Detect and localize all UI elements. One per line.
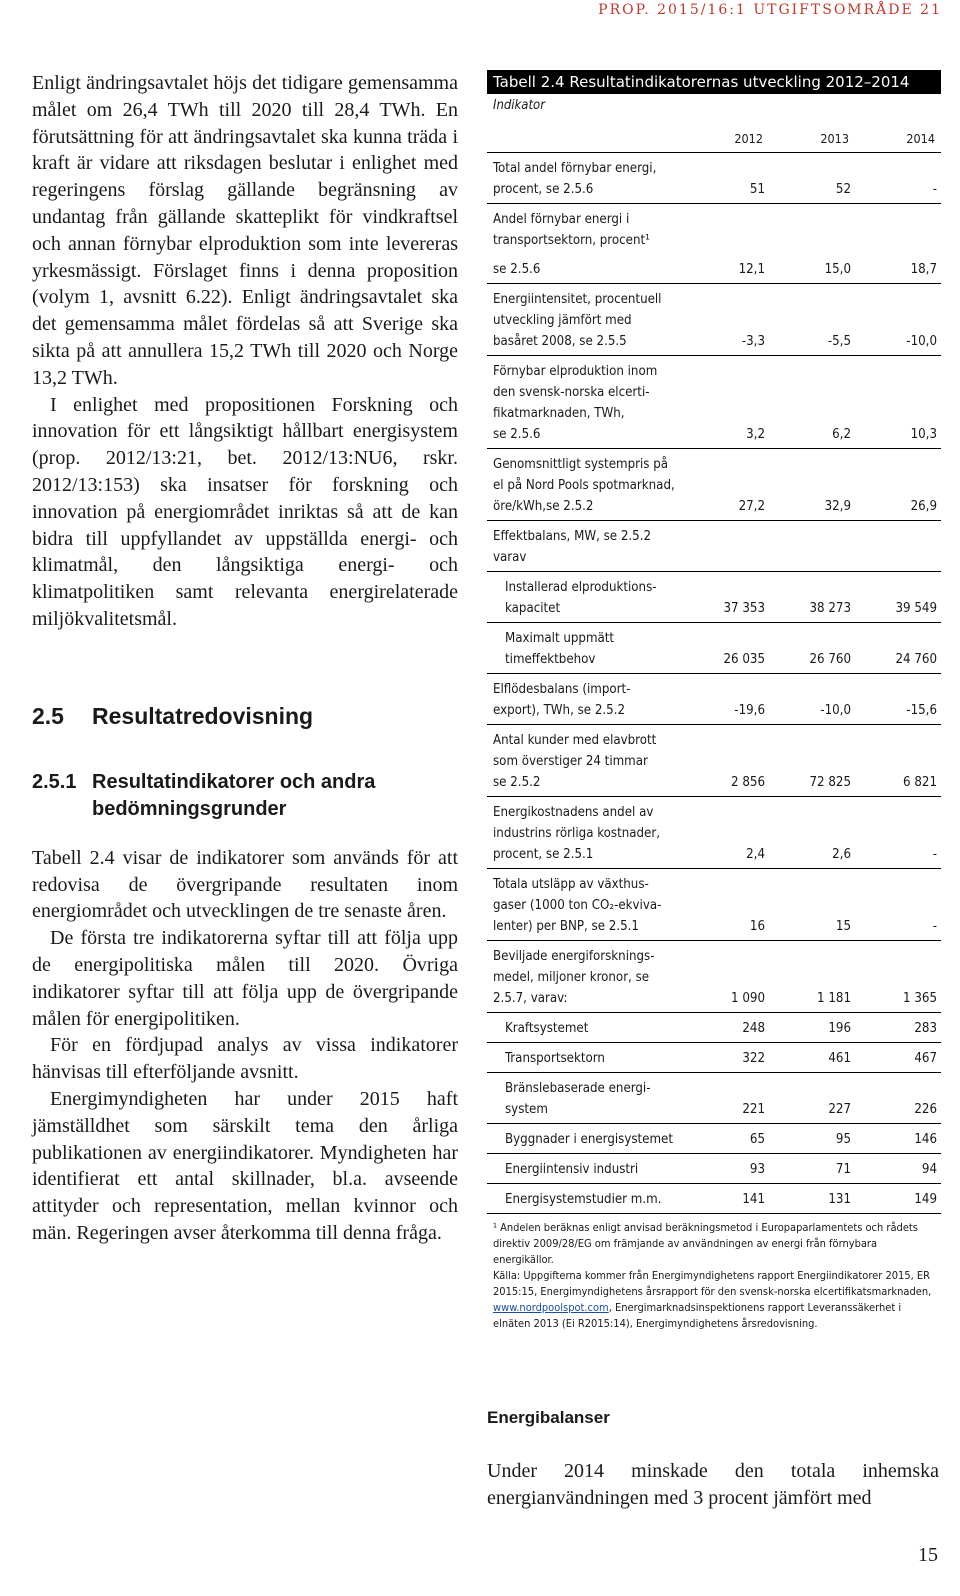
row-label: se 2.5.6 <box>493 262 541 277</box>
row-label: Antal kunder med elavbrott som överstiger 24 timmar se 2.5.2 <box>493 733 657 790</box>
paragraph-6: Energimyndigheten har under 2015 haft jämställdhet som särskilt tema den årliga publikationen av energiindikatorer. Myndigheten har identifierat ett antal skillnader, bl.a. avseende attityder och representation, mellan kvinnor och män. Regeringen avser återkomma till denna fråga. <box>32 1087 458 1244</box>
row-label: Installerad elproduktions- kapacitet <box>505 580 657 616</box>
row-value: 146 <box>914 1132 937 1147</box>
table-row <box>487 1124 941 1154</box>
row-value: 12,1 <box>738 262 765 277</box>
row-value: 3,2 <box>746 427 765 442</box>
row-value: 141 <box>742 1192 765 1207</box>
table-row <box>487 572 941 623</box>
subsection-title: Resultatindikatorer och andra bedömningsgrunder <box>92 770 376 820</box>
table-footnotes <box>487 1214 941 1332</box>
row-label: Förnybar elproduktion inom den svensk-norska elcerti- fikatmarknaden, TWh, se 2.5.6 <box>493 364 658 442</box>
row-label: Effektbalans, MW, se 2.5.2 varav <box>493 529 652 565</box>
year-header: 2014 <box>906 131 935 146</box>
indicator-table <box>487 70 941 1332</box>
row-value: -10,0 <box>906 334 937 349</box>
section-heading <box>32 701 458 731</box>
row-value: 221 <box>742 1102 765 1117</box>
row-value: 196 <box>828 1021 851 1036</box>
row-value: 227 <box>828 1102 851 1117</box>
row-value: 226 <box>914 1102 937 1117</box>
row-value: 16 <box>749 919 765 934</box>
table-row <box>487 1043 941 1073</box>
left-column <box>32 70 458 1247</box>
row-value: 283 <box>914 1021 937 1036</box>
footnote: ¹ Andelen beräknas enligt anvisad beräkningsmetod i Europaparlamentets och rådets direktiv 2009/28/EG om främjande av användningen av energi från förnybara energikällor. <box>493 1221 918 1266</box>
page-number: 15 <box>918 1544 938 1566</box>
source-note: Källa: Uppgifterna kommer från Energimyndighetens rapport Energiindikatorer 2015, ER 2015:15, Energimyndighetens årsrapport för den svensk-norska elcertifikatsmarknaden, www.nordpoolspot.com, Energimarknadsinspektionens rapport Leveranssäkerhet i elnäten 2013 (Ei R2015:14), Energimyndighetens årsredovisning. <box>493 1269 932 1330</box>
row-value: 95 <box>835 1132 851 1147</box>
year-header: 2012 <box>734 131 763 146</box>
paragraph-1: Enligt ändringsavtalet höjs det tidigare gemensamma målet om 26,4 TWh till 2020 till 28,4 TWh. En förutsättning för att ändringsavtalet ska kunna träda i kraft är vidare att riksdagen beslutar i enlighet med regeringens förslag gällande begränsning av undantag från gällande skatteplikt för vindkraftsel och annan förnybar elproduktion som inte levereras yrkesmässigt. Förslaget finns i denna proposition (volym 1, avsnitt 6.22). Enligt ändringsavtalet ska det gemensamma målet fördelas så att Sverige ska sikta på att annullera 15,2 TWh till 2020 och Norge 13,2 TWh. <box>32 72 458 389</box>
row-value: 1 181 <box>817 991 851 1006</box>
table-row <box>487 449 941 521</box>
row-value: 18,7 <box>910 262 937 277</box>
row-value: 39 549 <box>895 601 937 616</box>
source-link[interactable]: www.nordpoolspot.com <box>493 1301 609 1314</box>
row-value: 15,0 <box>824 262 851 277</box>
table-body <box>487 153 941 1214</box>
table-row <box>487 521 941 572</box>
row-value: 149 <box>914 1192 937 1207</box>
row-value: 51 <box>749 182 765 197</box>
table-row <box>487 356 941 449</box>
row-value: 2 856 <box>731 775 765 790</box>
row-value: 10,3 <box>910 427 937 442</box>
row-label: Kraftsystemet <box>505 1021 589 1036</box>
row-value: 52 <box>835 182 851 197</box>
row-value: 2,4 <box>746 847 765 862</box>
table-row <box>487 254 941 284</box>
row-label: Byggnader i energisystemet <box>505 1132 673 1147</box>
row-label: Energiintensiv industri <box>505 1162 639 1177</box>
year-header: 2013 <box>820 131 849 146</box>
row-value: 6,2 <box>832 427 851 442</box>
table-header-years <box>487 113 941 153</box>
row-value: 467 <box>914 1051 937 1066</box>
row-value: -3,3 <box>741 334 765 349</box>
row-value: - <box>932 847 937 862</box>
row-value: 2,6 <box>832 847 851 862</box>
table-row <box>487 1073 941 1124</box>
row-value: -10,0 <box>820 703 851 718</box>
row-value: 65 <box>749 1132 765 1147</box>
row-label: Total andel förnybar energi, procent, se 2.5.6 <box>493 161 657 197</box>
row-label: Maximalt uppmätt timeffektbehov <box>505 631 615 667</box>
row-value: -19,6 <box>734 703 765 718</box>
row-value: 15 <box>835 919 851 934</box>
table-subtitle: Indikator <box>493 98 546 113</box>
row-label: Elflödesbalans (import- export), TWh, se 2.5.2 <box>493 682 631 718</box>
row-label: Transportsektorn <box>505 1051 605 1066</box>
row-label: Bränslebaserade energi- system <box>505 1081 651 1117</box>
row-value: -5,5 <box>827 334 851 349</box>
row-value: 27,2 <box>738 499 765 514</box>
row-value: 248 <box>742 1021 765 1036</box>
table-row <box>487 623 941 674</box>
row-value: 72 825 <box>809 775 851 790</box>
row-label: Andel förnybar energi i transportsektorn, procent¹ <box>493 212 650 248</box>
table-row <box>487 153 941 204</box>
table-row <box>487 725 941 797</box>
row-label: Genomsnittligt systempris på el på Nord Pools spotmarknad, öre/kWh,se 2.5.2 <box>493 457 675 514</box>
row-label: Totala utsläpp av växthus- gaser (1000 ton CO₂-ekviva- lenter) per BNP, se 2.5.1 <box>493 877 662 934</box>
row-value: 32,9 <box>824 499 851 514</box>
row-value: 322 <box>742 1051 765 1066</box>
section-title: Resultatredovisning <box>92 702 314 729</box>
row-value: 37 353 <box>723 601 765 616</box>
row-value: 93 <box>749 1162 765 1177</box>
paragraph-4: De första tre indikatorerna syftar till att följa upp de energipolitiska målen till 2020. Övriga indikatorer syftar till att följa upp de övergripande målen för energipolitiken. <box>32 927 458 1030</box>
table-row <box>487 1184 941 1214</box>
row-value: 26,9 <box>910 499 937 514</box>
row-value: 131 <box>828 1192 851 1207</box>
row-value: 94 <box>921 1162 937 1177</box>
table-row <box>487 797 941 869</box>
table-row <box>487 1154 941 1184</box>
subheading-energibalanser: Energibalanser <box>487 1408 610 1427</box>
table-title: Tabell 2.4 Resultatindikatorernas utveckling 2012–2014 <box>487 70 941 94</box>
row-value: 26 760 <box>809 652 851 667</box>
section-number: 2.5 <box>32 702 64 729</box>
paragraph-5: För en fördjupad analys av vissa indikatorer hänvisas till efterföljande avsnitt. <box>32 1034 458 1084</box>
right-bottom-section <box>487 1408 939 1512</box>
row-value: 38 273 <box>809 601 851 616</box>
row-value: 24 760 <box>895 652 937 667</box>
paragraph-energibalanser: Under 2014 minskade den totala inhemska energianvändningen med 3 procent jämfört med <box>487 1460 939 1509</box>
table-row <box>487 1013 941 1043</box>
table-row <box>487 869 941 941</box>
row-label: Energiintensitet, procentuell utveckling jämfört med basåret 2008, se 2.5.5 <box>493 292 662 349</box>
row-value: 71 <box>835 1162 851 1177</box>
table-row <box>487 284 941 356</box>
row-value: 461 <box>828 1051 851 1066</box>
subsection-heading <box>32 769 458 823</box>
running-head: PROP. 2015/16:1 UTGIFTSOMRÅDE 21 <box>598 2 942 18</box>
table-row <box>487 941 941 1013</box>
row-label: Beviljade energiforsknings- medel, miljoner kronor, se 2.5.7, varav: <box>493 949 655 1006</box>
row-value: 1 090 <box>731 991 765 1006</box>
row-value: 26 035 <box>723 652 765 667</box>
table-row <box>487 204 941 254</box>
row-value: - <box>932 919 937 934</box>
paragraph-2: I enlighet med propositionen Forskning och innovation för ett långsiktigt hållbart energisystem (prop. 2012/13:21, bet. 2012/13:NU6, rskr. 2012/13:153) ska insatser för forskning och innovation på energiområdet inriktas så att de kan bidra till uppfyllandet av uppställda energi- och klimatmål, den långsiktiga energi- och klimatpolitiken samt relevanta energirelaterade miljökvalitetsmål. <box>32 393 458 630</box>
subsection-number: 2.5.1 <box>32 770 77 793</box>
row-label: Energisystemstudier m.m. <box>505 1192 662 1207</box>
row-value: 1 365 <box>903 991 937 1006</box>
row-value: - <box>932 182 937 197</box>
paragraph-3: Tabell 2.4 visar de indikatorer som används för att redovisa de övergripande resultaten inom energiområdet och utvecklingen de tre senaste åren. <box>32 846 458 923</box>
row-value: -15,6 <box>906 703 937 718</box>
table-row <box>487 674 941 725</box>
row-label: Energikostnadens andel av industrins rörliga kostnader, procent, se 2.5.1 <box>493 805 660 862</box>
row-value: 6 821 <box>903 775 937 790</box>
